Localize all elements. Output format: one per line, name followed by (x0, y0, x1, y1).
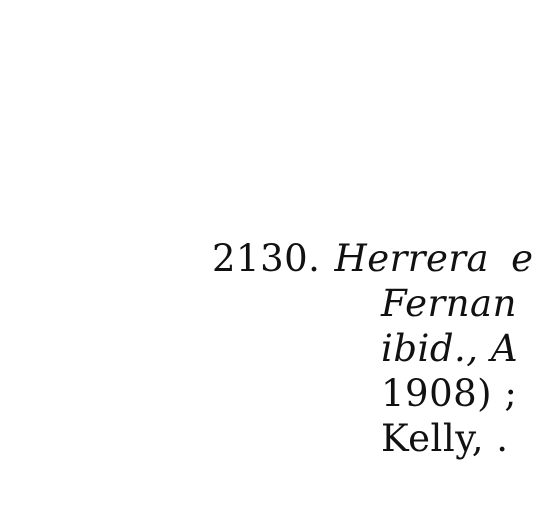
entry-plain-text-5: Kelly, . (381, 417, 509, 460)
entry-cut-letter: e (511, 237, 534, 280)
entry-line-5 (381, 418, 508, 460)
entry-italic-text-1: Herrera (334, 237, 490, 280)
entry-line-4 (381, 373, 517, 415)
entry-italic-text-2: Fernan (381, 282, 517, 325)
entry-number: 2130. (212, 237, 321, 280)
entry-line-1 (212, 238, 534, 280)
entry-plain-text-4: 1908) ; (381, 372, 518, 415)
entry-line-2 (381, 283, 517, 325)
entry-line-3 (381, 328, 518, 370)
entry-italic-text-3: ibid., A (381, 327, 519, 370)
